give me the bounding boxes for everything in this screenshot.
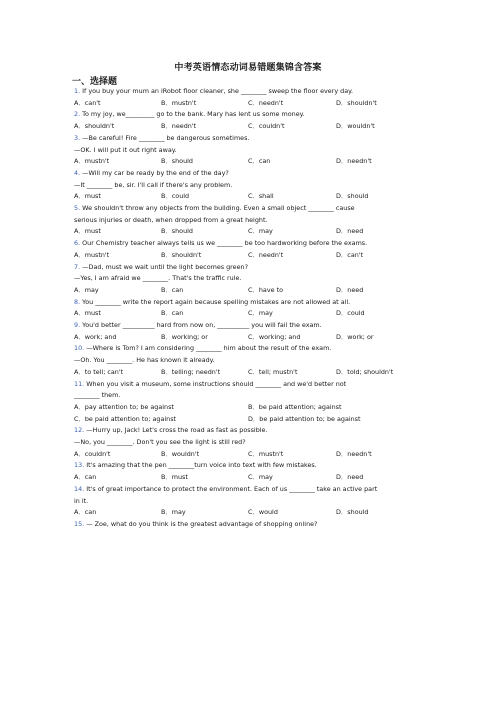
question-text: To my joy, we_________ go to the bank. Mary has lent us some money. — [82, 110, 305, 119]
answer-option: D．work; or — [336, 332, 374, 341]
question-number: 2. — [74, 110, 81, 119]
question-text: —Dad, must we wait until the light becomes green? — [82, 262, 248, 271]
question-line — [74, 204, 355, 212]
answer-option: A．mustn't — [74, 157, 110, 166]
answer-option: C．couldn't — [248, 122, 285, 131]
answer-option: A．couldn't — [74, 449, 111, 458]
question-text: —It ________ be, sir. I'll call if there's any problem. — [74, 180, 233, 189]
answer-option: C．may — [248, 227, 273, 236]
question-line — [74, 298, 350, 306]
question-line — [74, 274, 241, 282]
section-heading: 一、选择题 — [72, 77, 118, 87]
document-title: 中考英语情态动词易错题集锦含答案 — [174, 63, 322, 73]
answer-option: D．shouldn't — [336, 98, 377, 107]
question-number: 6. — [74, 239, 81, 248]
question-text: We shouldn't throw any objects from the building. Even a small object ________ cause — [82, 204, 355, 212]
question-text: It's amazing that the pen ________turn voice into text with few mistakes. — [86, 461, 317, 470]
question-line — [74, 87, 353, 95]
answer-option: C．may — [248, 473, 273, 482]
answer-option: D．could — [336, 309, 365, 318]
answer-option: A．can — [74, 473, 97, 482]
answer-option: B．shouldn't — [161, 250, 202, 259]
answer-option: A．can't — [74, 98, 101, 107]
question-line — [74, 169, 229, 177]
question-text: — Zoe, what do you think is the greatest advantage of shopping online? — [86, 519, 318, 528]
answer-option: B．mustn't — [161, 98, 197, 107]
question-number: 9. — [74, 321, 81, 329]
answer-option: A．must — [74, 192, 101, 201]
answer-option: C．tell; mustn't — [248, 367, 298, 376]
question-text: —Where is Tom? I am considering ________ him about the result of the exam. — [86, 344, 332, 353]
answer-option: A．may — [74, 285, 99, 294]
answer-option: A．to tell; can't — [74, 367, 124, 376]
question-number: 3. — [74, 133, 81, 142]
question-line — [74, 134, 249, 142]
answer-option: D．need — [336, 473, 364, 482]
answer-option: C．mustn't — [248, 449, 284, 458]
question-text: —Will my car be ready by the end of the day? — [82, 168, 229, 177]
question-number: 4. — [74, 168, 81, 177]
question-text: —OK. I will put it out right away. — [74, 145, 177, 154]
question-number: 10. — [74, 344, 85, 353]
answer-option: B．can — [161, 285, 184, 294]
question-number: 11. — [74, 379, 85, 388]
answer-option: B．working; or — [161, 332, 208, 341]
question-line — [74, 356, 215, 364]
question-line — [74, 426, 268, 434]
answer-option: B．should — [161, 157, 193, 166]
question-text: You ________ write the report again because spelling mistakes are not allowed at all. — [82, 297, 351, 306]
answer-option: A．must — [74, 227, 101, 236]
answer-option: B．must — [161, 473, 188, 482]
answer-option: B．should — [161, 227, 193, 236]
answer-option: A．work; and — [74, 332, 117, 341]
answer-option: A．shouldn't — [74, 122, 115, 131]
answer-option: C．working; and — [248, 332, 301, 341]
question-text: in it. — [74, 496, 89, 505]
question-text: —Hurry up, Jack! Let's cross the road as fast as possible. — [86, 426, 268, 435]
question-text: It's of great importance to protect the environment. Each of us ________ take an active part — [86, 484, 378, 493]
question-text: You'd better __________ hard from now on, __________ you will fail the exam. — [82, 321, 322, 329]
question-line — [74, 497, 88, 505]
answer-option: B．may — [161, 508, 186, 517]
question-text: —Oh. You ________. He has known it already. — [74, 356, 215, 365]
answer-option: B．can — [161, 309, 184, 318]
question-line — [74, 438, 246, 446]
question-line — [74, 263, 248, 271]
answer-option: D．can't — [336, 250, 364, 259]
answer-option: D．need — [336, 227, 364, 236]
answer-option: D．needn't — [336, 157, 372, 166]
question-line — [74, 146, 177, 154]
question-line — [74, 391, 120, 399]
question-line — [74, 461, 317, 469]
question-text: —Be careful! Fire ________ be dangerous sometimes. — [82, 133, 250, 142]
question-line — [74, 485, 377, 493]
answer-option: C．needn't — [248, 250, 284, 259]
answer-option: B．wouldn't — [161, 449, 200, 458]
question-text: If you buy your mum an iRobot floor cleaner, she ________ sweep the floor every day. — [82, 87, 354, 95]
question-number: 13. — [74, 461, 85, 470]
question-line — [74, 216, 267, 224]
answer-option: C．would — [248, 508, 278, 517]
question-text: —Yes, I am afraid we ________. That's the traffic rule. — [74, 274, 242, 283]
question-text: serious injuries or death, when dropped from a great height. — [74, 215, 268, 224]
question-number: 14. — [74, 484, 85, 493]
question-number: 8. — [74, 297, 81, 306]
question-number: 5. — [74, 204, 81, 212]
question-line — [74, 380, 346, 388]
answer-option: B．telling; needn't — [161, 367, 221, 376]
question-number: 15. — [74, 519, 85, 528]
answer-option: C．can — [248, 157, 271, 166]
answer-option: C．needn't — [248, 98, 284, 107]
question-number: 7. — [74, 262, 81, 271]
question-line — [74, 321, 322, 329]
question-text: —No, you ________. Don't you see the light is still red? — [74, 438, 246, 446]
answer-option: A．can — [74, 508, 97, 517]
question-line — [74, 239, 367, 247]
answer-option: D．needn't — [336, 449, 372, 458]
answer-option: D．should — [336, 508, 369, 517]
answer-option: B．needn't — [161, 122, 197, 131]
question-text: ________ them. — [74, 391, 121, 400]
answer-option: B．be paid attention; against — [248, 402, 342, 411]
answer-option: D．should — [336, 192, 369, 201]
answer-option: D．told; shouldn't — [336, 367, 394, 376]
answer-option: A．pay attention to; be against — [74, 402, 174, 411]
question-number: 12. — [74, 426, 85, 435]
answer-option: D．need — [336, 285, 364, 294]
question-text: When you visit a museum, some instructions should ________ and we'd better not — [86, 379, 347, 388]
question-number: 1. — [74, 87, 81, 95]
answer-option: A．mustn't — [74, 250, 110, 259]
answer-option: A．must — [74, 309, 101, 318]
answer-option: C．have to — [248, 285, 283, 294]
question-line — [74, 110, 305, 118]
question-line — [74, 520, 317, 528]
answer-option: C．shall — [248, 192, 274, 201]
question-line — [74, 344, 331, 352]
answer-option: C．may — [248, 309, 273, 318]
answer-option: C．be paid attention to; against — [74, 414, 177, 423]
question-text: Our Chemistry teacher always tells us we ________ be too hardworking before the exams. — [82, 239, 368, 248]
answer-option: D．be paid attention to; be against — [248, 414, 361, 423]
answer-option: B．could — [161, 192, 190, 201]
answer-option: D．wouldn't — [336, 122, 375, 131]
question-line — [74, 181, 232, 189]
